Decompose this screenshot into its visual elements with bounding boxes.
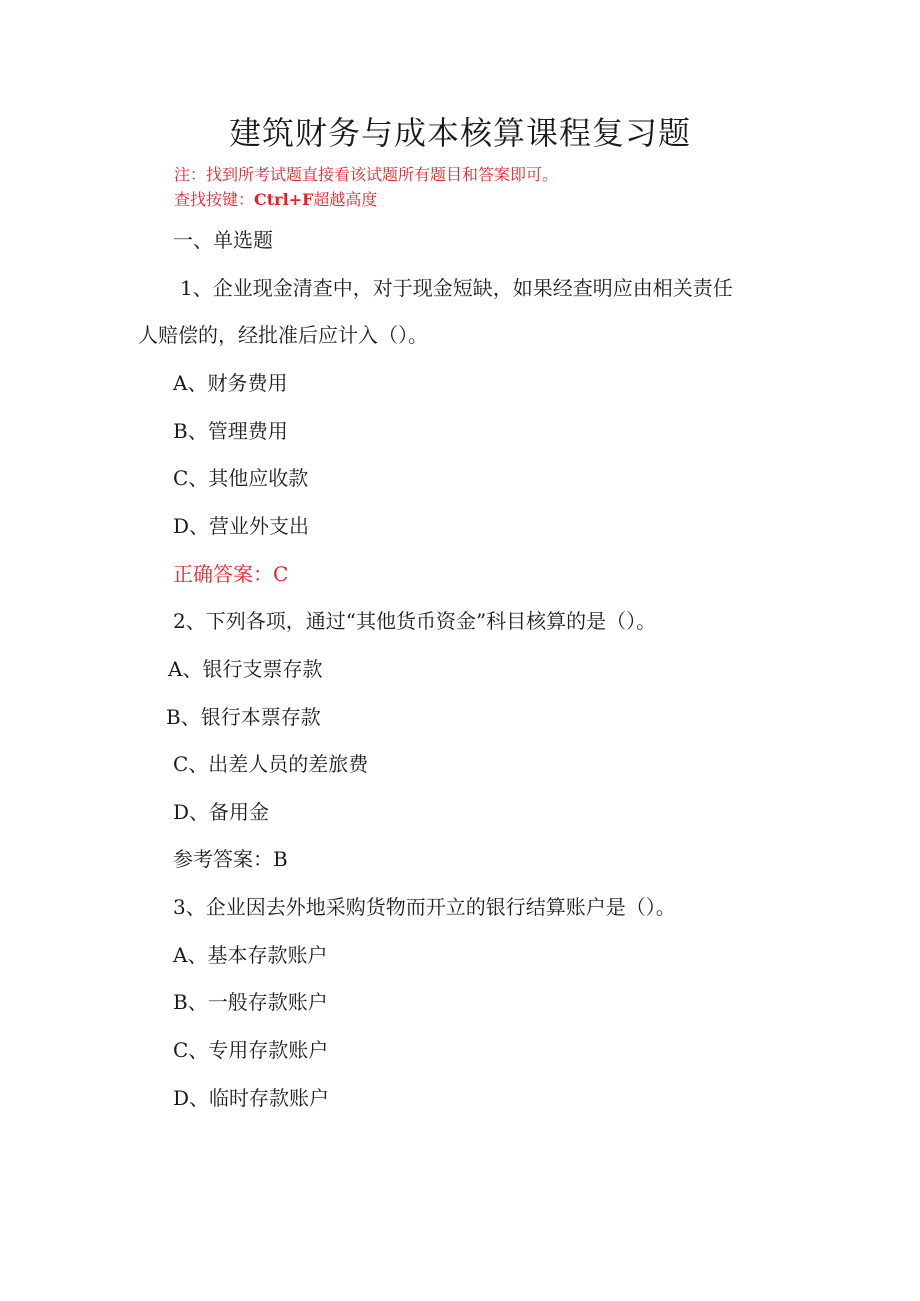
note-line-2 xyxy=(174,187,377,210)
question-2-stem-line-1: 2、下列各项，通过“其他货币资金”科目核算的是（）。 xyxy=(173,609,657,633)
question-2-option-d: D、备用金 xyxy=(173,800,270,824)
page-title: 建筑财务与成本核算课程复习题 xyxy=(228,114,691,152)
question-1-answer: 正确答案：C xyxy=(173,562,289,586)
question-1-option-a: A、财务费用 xyxy=(173,371,288,395)
question-3-option-c: C、专用存款账户 xyxy=(173,1038,329,1062)
question-2-option-b: B、银行本票存款 xyxy=(166,705,321,729)
question-1-stem-line-1: 1、企业现金清查中，对于现金短缺，如果经查明应由相关责任 xyxy=(180,276,733,300)
question-1-option-b: B、管理费用 xyxy=(173,419,288,443)
question-1-option-c: C、其他应收款 xyxy=(173,466,309,490)
question-3-option-b: B、一般存款账户 xyxy=(173,990,328,1014)
note-line-1: 注：找到所考试题直接看该试题所有题目和答案即可。 xyxy=(174,165,559,184)
note-line-2-prefix: 查找按键： xyxy=(174,190,255,209)
note-line-2-suffix: 超越高度 xyxy=(313,190,378,209)
section-heading: 一、单选题 xyxy=(173,228,273,252)
question-3-option-d: D、临时存款账户 xyxy=(173,1086,330,1110)
question-3-option-a: A、基本存款账户 xyxy=(173,943,328,967)
question-2-option-c: C、出差人员的差旅费 xyxy=(173,752,369,776)
question-2-answer: 参考答案：B xyxy=(173,847,288,871)
question-1-option-d: D、营业外支出 xyxy=(173,514,310,538)
question-1-stem-line-2: 人赔偿的，经批准后应计入（）。 xyxy=(138,323,428,347)
question-2-option-a: A、银行支票存款 xyxy=(168,657,323,681)
question-3-stem-line-1: 3、企业因去外地采购货物而开立的银行结算账户是（）。 xyxy=(173,895,676,919)
note-line-2-key: Ctrl+F xyxy=(254,190,314,209)
